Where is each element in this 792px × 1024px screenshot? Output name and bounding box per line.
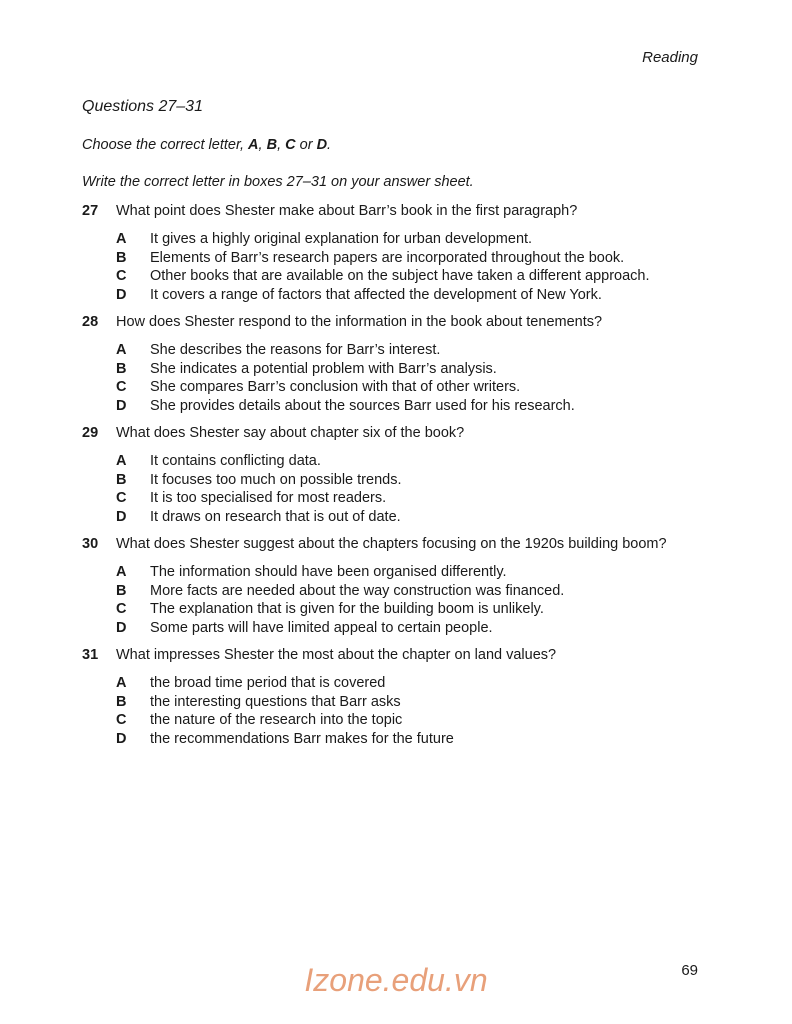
- option-b: [116, 582, 712, 601]
- options-list: [116, 230, 712, 304]
- option-letter: A: [116, 231, 127, 247]
- option-d: [116, 730, 712, 749]
- question-number: 27: [82, 203, 99, 219]
- question-30: [82, 535, 712, 637]
- option-letter: B: [116, 360, 127, 377]
- option-d: [116, 397, 712, 416]
- question-number: 28: [82, 314, 99, 330]
- option-text: She provides details about the sources Barr used for his research.: [150, 397, 575, 414]
- separator: or: [295, 137, 317, 153]
- question-text: How does Shester respond to the information in the book about tenements?: [116, 314, 603, 330]
- option-letter: A: [116, 453, 127, 469]
- instruction-answer-sheet: Write the correct letter in boxes 27–31 on your answer sheet.: [82, 174, 474, 190]
- option-letter: A: [116, 342, 127, 358]
- question-text: What point does Shester make about Barr’s book in the first paragraph?: [116, 203, 578, 219]
- option-text: the broad time period that is covered: [150, 675, 386, 691]
- option-b: [116, 471, 712, 490]
- options-list: [116, 674, 712, 748]
- option-text: It gives a highly original explanation for urban development.: [150, 231, 533, 247]
- options-list: [116, 563, 712, 637]
- option-letter: D: [116, 730, 127, 747]
- option-text: It is too specialised for most readers.: [150, 490, 387, 506]
- instruction-text: Choose the correct letter,: [82, 137, 249, 153]
- option-letter: D: [116, 286, 127, 303]
- option-b: [116, 693, 712, 712]
- option-letter: D: [116, 619, 127, 636]
- letter-d: D: [316, 137, 328, 153]
- section-header: Reading: [642, 49, 698, 66]
- option-letter: C: [116, 490, 127, 506]
- option-c: [116, 378, 712, 397]
- option-letter: D: [116, 397, 127, 414]
- question-29: [82, 424, 712, 526]
- option-letter: B: [116, 471, 127, 488]
- question-27: [82, 202, 712, 304]
- option-letter: B: [116, 249, 127, 266]
- option-text: the nature of the research into the topic: [150, 712, 403, 728]
- option-text: The information should have been organised differently.: [150, 564, 507, 580]
- questions-list: [82, 202, 712, 757]
- option-letter: C: [116, 268, 127, 284]
- option-a: [116, 230, 712, 249]
- option-text: the interesting questions that Barr asks: [150, 693, 401, 710]
- letter-b: B: [266, 137, 278, 153]
- question-31: [82, 646, 712, 748]
- option-text: Other books that are available on the subject have taken a different approach.: [150, 268, 650, 284]
- option-letter: B: [116, 693, 127, 710]
- question-28: [82, 313, 712, 415]
- letter-a: A: [248, 137, 259, 153]
- option-text: The explanation that is given for the building boom is unlikely.: [150, 601, 544, 617]
- option-text: More facts are needed about the way construction was financed.: [150, 582, 565, 599]
- watermark: Izone.edu.vn: [304, 962, 488, 998]
- question-text: What does Shester suggest about the chapters focusing on the 1920s building boom?: [116, 536, 667, 552]
- option-letter: C: [116, 712, 127, 728]
- option-d: [116, 619, 712, 638]
- option-letter: C: [116, 601, 127, 617]
- separator: .: [327, 137, 332, 153]
- option-text: Some parts will have limited appeal to certain people.: [150, 619, 493, 636]
- separator: ,: [277, 137, 286, 153]
- option-c: [116, 489, 712, 508]
- option-d: [116, 508, 712, 527]
- option-text: It contains conflicting data.: [150, 453, 321, 469]
- option-text: the recommendations Barr makes for the future: [150, 730, 454, 747]
- option-text: It focuses too much on possible trends.: [150, 471, 402, 488]
- option-c: [116, 267, 712, 286]
- option-letter: C: [116, 379, 127, 395]
- separator: ,: [258, 137, 267, 153]
- section-title: Questions 27–31: [82, 98, 203, 115]
- page-number: 69: [681, 962, 698, 979]
- option-a: [116, 341, 712, 360]
- option-text: Elements of Barr’s research papers are incorporated throughout the book.: [150, 249, 625, 266]
- instruction-choose-letter: [82, 137, 331, 153]
- option-text: It draws on research that is out of date.: [150, 508, 401, 525]
- option-c: [116, 600, 712, 619]
- question-text: What does Shester say about chapter six of the book?: [116, 425, 465, 441]
- option-a: [116, 452, 712, 471]
- question-number: 31: [82, 647, 99, 663]
- option-text: She indicates a potential problem with Barr’s analysis.: [150, 360, 497, 377]
- letter-c: C: [285, 137, 296, 153]
- option-a: [116, 674, 712, 693]
- option-text: She describes the reasons for Barr’s interest.: [150, 342, 441, 358]
- option-text: It covers a range of factors that affected the development of New York.: [150, 286, 602, 303]
- option-letter: D: [116, 508, 127, 525]
- option-letter: A: [116, 564, 127, 580]
- option-d: [116, 286, 712, 305]
- option-a: [116, 563, 712, 582]
- option-b: [116, 360, 712, 379]
- option-letter: B: [116, 582, 127, 599]
- option-c: [116, 711, 712, 730]
- question-text: What impresses Shester the most about the chapter on land values?: [116, 647, 557, 663]
- question-number: 29: [82, 425, 99, 441]
- option-text: She compares Barr’s conclusion with that of other writers.: [150, 379, 521, 395]
- options-list: [116, 341, 712, 415]
- question-number: 30: [82, 536, 99, 552]
- options-list: [116, 452, 712, 526]
- option-b: [116, 249, 712, 268]
- option-letter: A: [116, 675, 127, 691]
